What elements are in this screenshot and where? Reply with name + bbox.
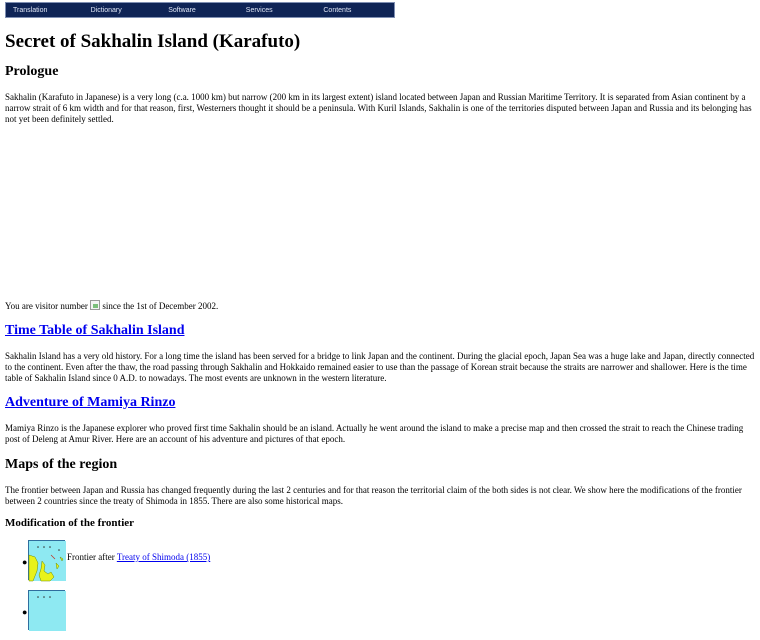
frontier-item-text	[67, 552, 210, 562]
maps-text: The frontier between Japan and Russia has changed frequently during the last 2 centuries and for that reason the territorial claim of the both sides is not clear. We show here the modifications of the frontier between 2 countries since the treaty of Shimoda in 1855. There are also some historical maps.	[5, 485, 742, 506]
visitor-suffix: since the 1st of December 2002.	[102, 301, 219, 311]
frontier-list	[0, 540, 300, 640]
visitor-counter	[5, 300, 218, 312]
mamiya-heading	[5, 395, 175, 411]
visitor-prefix: You are visitor number	[5, 301, 88, 311]
nav-services[interactable]: Services	[245, 6, 273, 14]
frontier-heading: Modification of the frontier	[5, 517, 135, 529]
nav-dictionary[interactable]: Dictionary	[90, 6, 122, 14]
bullet-icon: ●	[22, 607, 28, 617]
bullet-icon: ●	[22, 557, 28, 567]
timetable-heading	[5, 323, 184, 339]
maps-heading: Maps of the region	[5, 457, 118, 472]
list-item	[0, 540, 300, 590]
counter-image-icon	[90, 300, 100, 310]
timetable-link[interactable]: Time Table of Sakhalin Island	[5, 323, 185, 338]
prologue-heading: Prologue	[5, 64, 59, 79]
treaty-shimoda-link[interactable]: Treaty of Shimoda (1855)	[116, 552, 211, 562]
list-item	[0, 590, 300, 640]
timetable-text: Sakhalin Island has a very old history. For a long time the island has been served for a bridge to link Japan and the continent. During the glacial epoch, Japan Sea was a huge lake and Japan, directly connected to the continent. Even after the thaw, the road passing through Sakhalin and Hokkaido remained easier to use than the passage of Korean strait because the straits are narrower and shallower. Here is the time table of Sakhalin Island since 0 A.D. to nowadays. The most events are unknown in the western literature.	[5, 351, 755, 383]
frontier-map-thumbnail[interactable]	[28, 540, 65, 580]
prologue-text: Sakhalin (Karafuto in Japanese) is a very long (c.a. 1000 km) but narrow (200 km in its largest extent) island located between Japan and Russian Maritime Territory. It is separated from Asian continent by a narrow strait of 6 km width and for that reason, first, Westerners thought it should be a peninsula. With Kuril Islands, Sakhalin is one of the territories disputed between Japan and Russia and its belonging has not yet been definitely settled.	[5, 92, 752, 124]
top-nav-bar	[5, 2, 395, 18]
mamiya-text: Mamiya Rinzo is the Japanese explorer who proved first time Sakhalin should be an island. Actually he went around the island to make a precise map and then crossed the strait to reach the Chinese trading post of Deleng at Amur River. Here are an account of his adventure and pictures of that epoch.	[5, 423, 744, 444]
nav-translation[interactable]: Translation	[13, 6, 48, 14]
frontier-map-thumbnail[interactable]	[28, 590, 65, 630]
nav-contents[interactable]: Contents	[323, 6, 352, 14]
nav-software[interactable]: Software	[168, 6, 196, 14]
mamiya-link[interactable]: Adventure of Mamiya Rinzo	[5, 395, 176, 410]
page-title: Secret of Sakhalin Island (Karafuto)	[5, 31, 301, 52]
frontier-item-prefix: Frontier after	[67, 552, 115, 562]
